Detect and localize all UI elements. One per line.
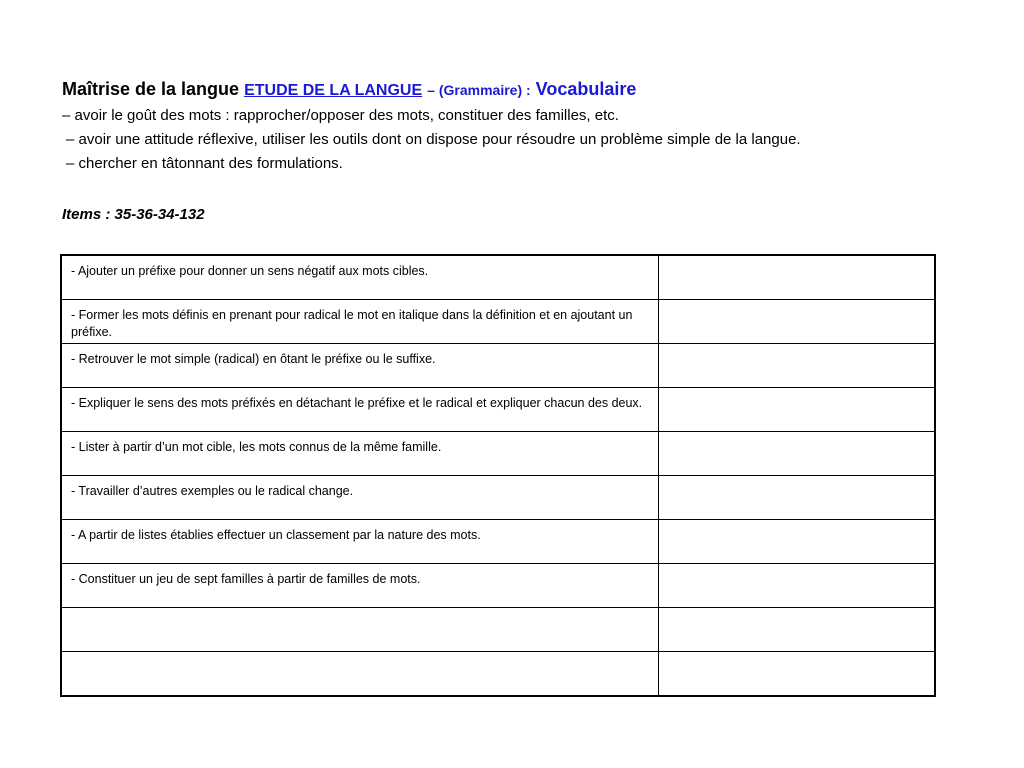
- activity-text: - Lister à partir d’un mot cible, les mots connus de la même famille.: [71, 440, 442, 454]
- activity-cell: [61, 344, 659, 388]
- result-cell[interactable]: [659, 564, 936, 608]
- result-text: [659, 520, 934, 527]
- table-row: [61, 344, 935, 388]
- table-row: [61, 300, 935, 344]
- table-row: [61, 432, 935, 476]
- table-row: [61, 255, 935, 300]
- activity-cell[interactable]: [61, 652, 659, 697]
- page-title: [62, 76, 962, 104]
- title-prefix: Maîtrise de la langue: [62, 79, 240, 99]
- activity-cell: [61, 255, 659, 300]
- result-cell[interactable]: [659, 344, 936, 388]
- result-cell[interactable]: [659, 476, 936, 520]
- title-link[interactable]: ETUDE DE LA LANGUE: [244, 82, 423, 99]
- result-text: [659, 432, 934, 439]
- activity-cell: [61, 432, 659, 476]
- result-text: [659, 256, 934, 263]
- items-label: Items : 35-36-34-132: [62, 206, 205, 223]
- activity-cell: [61, 476, 659, 520]
- table-row: [61, 564, 935, 608]
- activity-text: - Constituer un jeu de sept familles à partir de familles de mots.: [71, 572, 421, 586]
- table-row: [61, 520, 935, 564]
- title-topic: Vocabulaire: [535, 79, 637, 99]
- result-text: [659, 476, 934, 483]
- activity-table: [60, 254, 936, 697]
- activity-cell: [61, 388, 659, 432]
- activity-cell: [61, 300, 659, 344]
- activity-text: - Former les mots définis en prenant pour radical le mot en italique dans la définition et en ajoutant un préfixe.: [71, 308, 633, 339]
- table-row: [61, 388, 935, 432]
- result-cell[interactable]: [659, 255, 936, 300]
- document-header: [62, 76, 962, 176]
- result-text: [659, 608, 934, 615]
- table-row: [61, 652, 935, 697]
- result-text: [659, 388, 934, 395]
- objective-2: – avoir une attitude réflexive, utiliser les outils dont on dispose pour résoudre un problème simple de la langue.: [66, 131, 801, 148]
- activity-text: - Travailler d’autres exemples ou le radical change.: [71, 484, 354, 498]
- result-text: [659, 564, 934, 571]
- result-text: [659, 652, 934, 659]
- objective-1: – avoir le goût des mots : rapprocher/opposer des mots, constituer des familles, etc.: [62, 107, 619, 124]
- result-text: [659, 300, 934, 307]
- activity-text: [62, 652, 658, 659]
- activity-cell: [61, 520, 659, 564]
- result-text: [659, 344, 934, 351]
- title-grammar: – (Grammaire) :: [427, 82, 531, 98]
- activity-text: - A partir de listes établies effectuer un classement par la nature des mots.: [71, 528, 481, 542]
- activity-text: - Ajouter un préfixe pour donner un sens négatif aux mots cibles.: [71, 264, 429, 278]
- result-cell[interactable]: [659, 432, 936, 476]
- activity-text: - Expliquer le sens des mots préfixés en détachant le préfixe et le radical et expliquer chacun des deux.: [71, 396, 643, 410]
- activity-text: [62, 608, 658, 615]
- activity-text: - Retrouver le mot simple (radical) en ôtant le préfixe ou le suffixe.: [71, 352, 436, 366]
- result-cell[interactable]: [659, 608, 936, 652]
- result-cell[interactable]: [659, 520, 936, 564]
- activity-cell: [61, 564, 659, 608]
- result-cell[interactable]: [659, 652, 936, 697]
- objective-3: – chercher en tâtonnant des formulations.: [66, 155, 343, 172]
- table-row: [61, 476, 935, 520]
- activity-cell[interactable]: [61, 608, 659, 652]
- result-cell[interactable]: [659, 300, 936, 344]
- table-row: [61, 608, 935, 652]
- result-cell[interactable]: [659, 388, 936, 432]
